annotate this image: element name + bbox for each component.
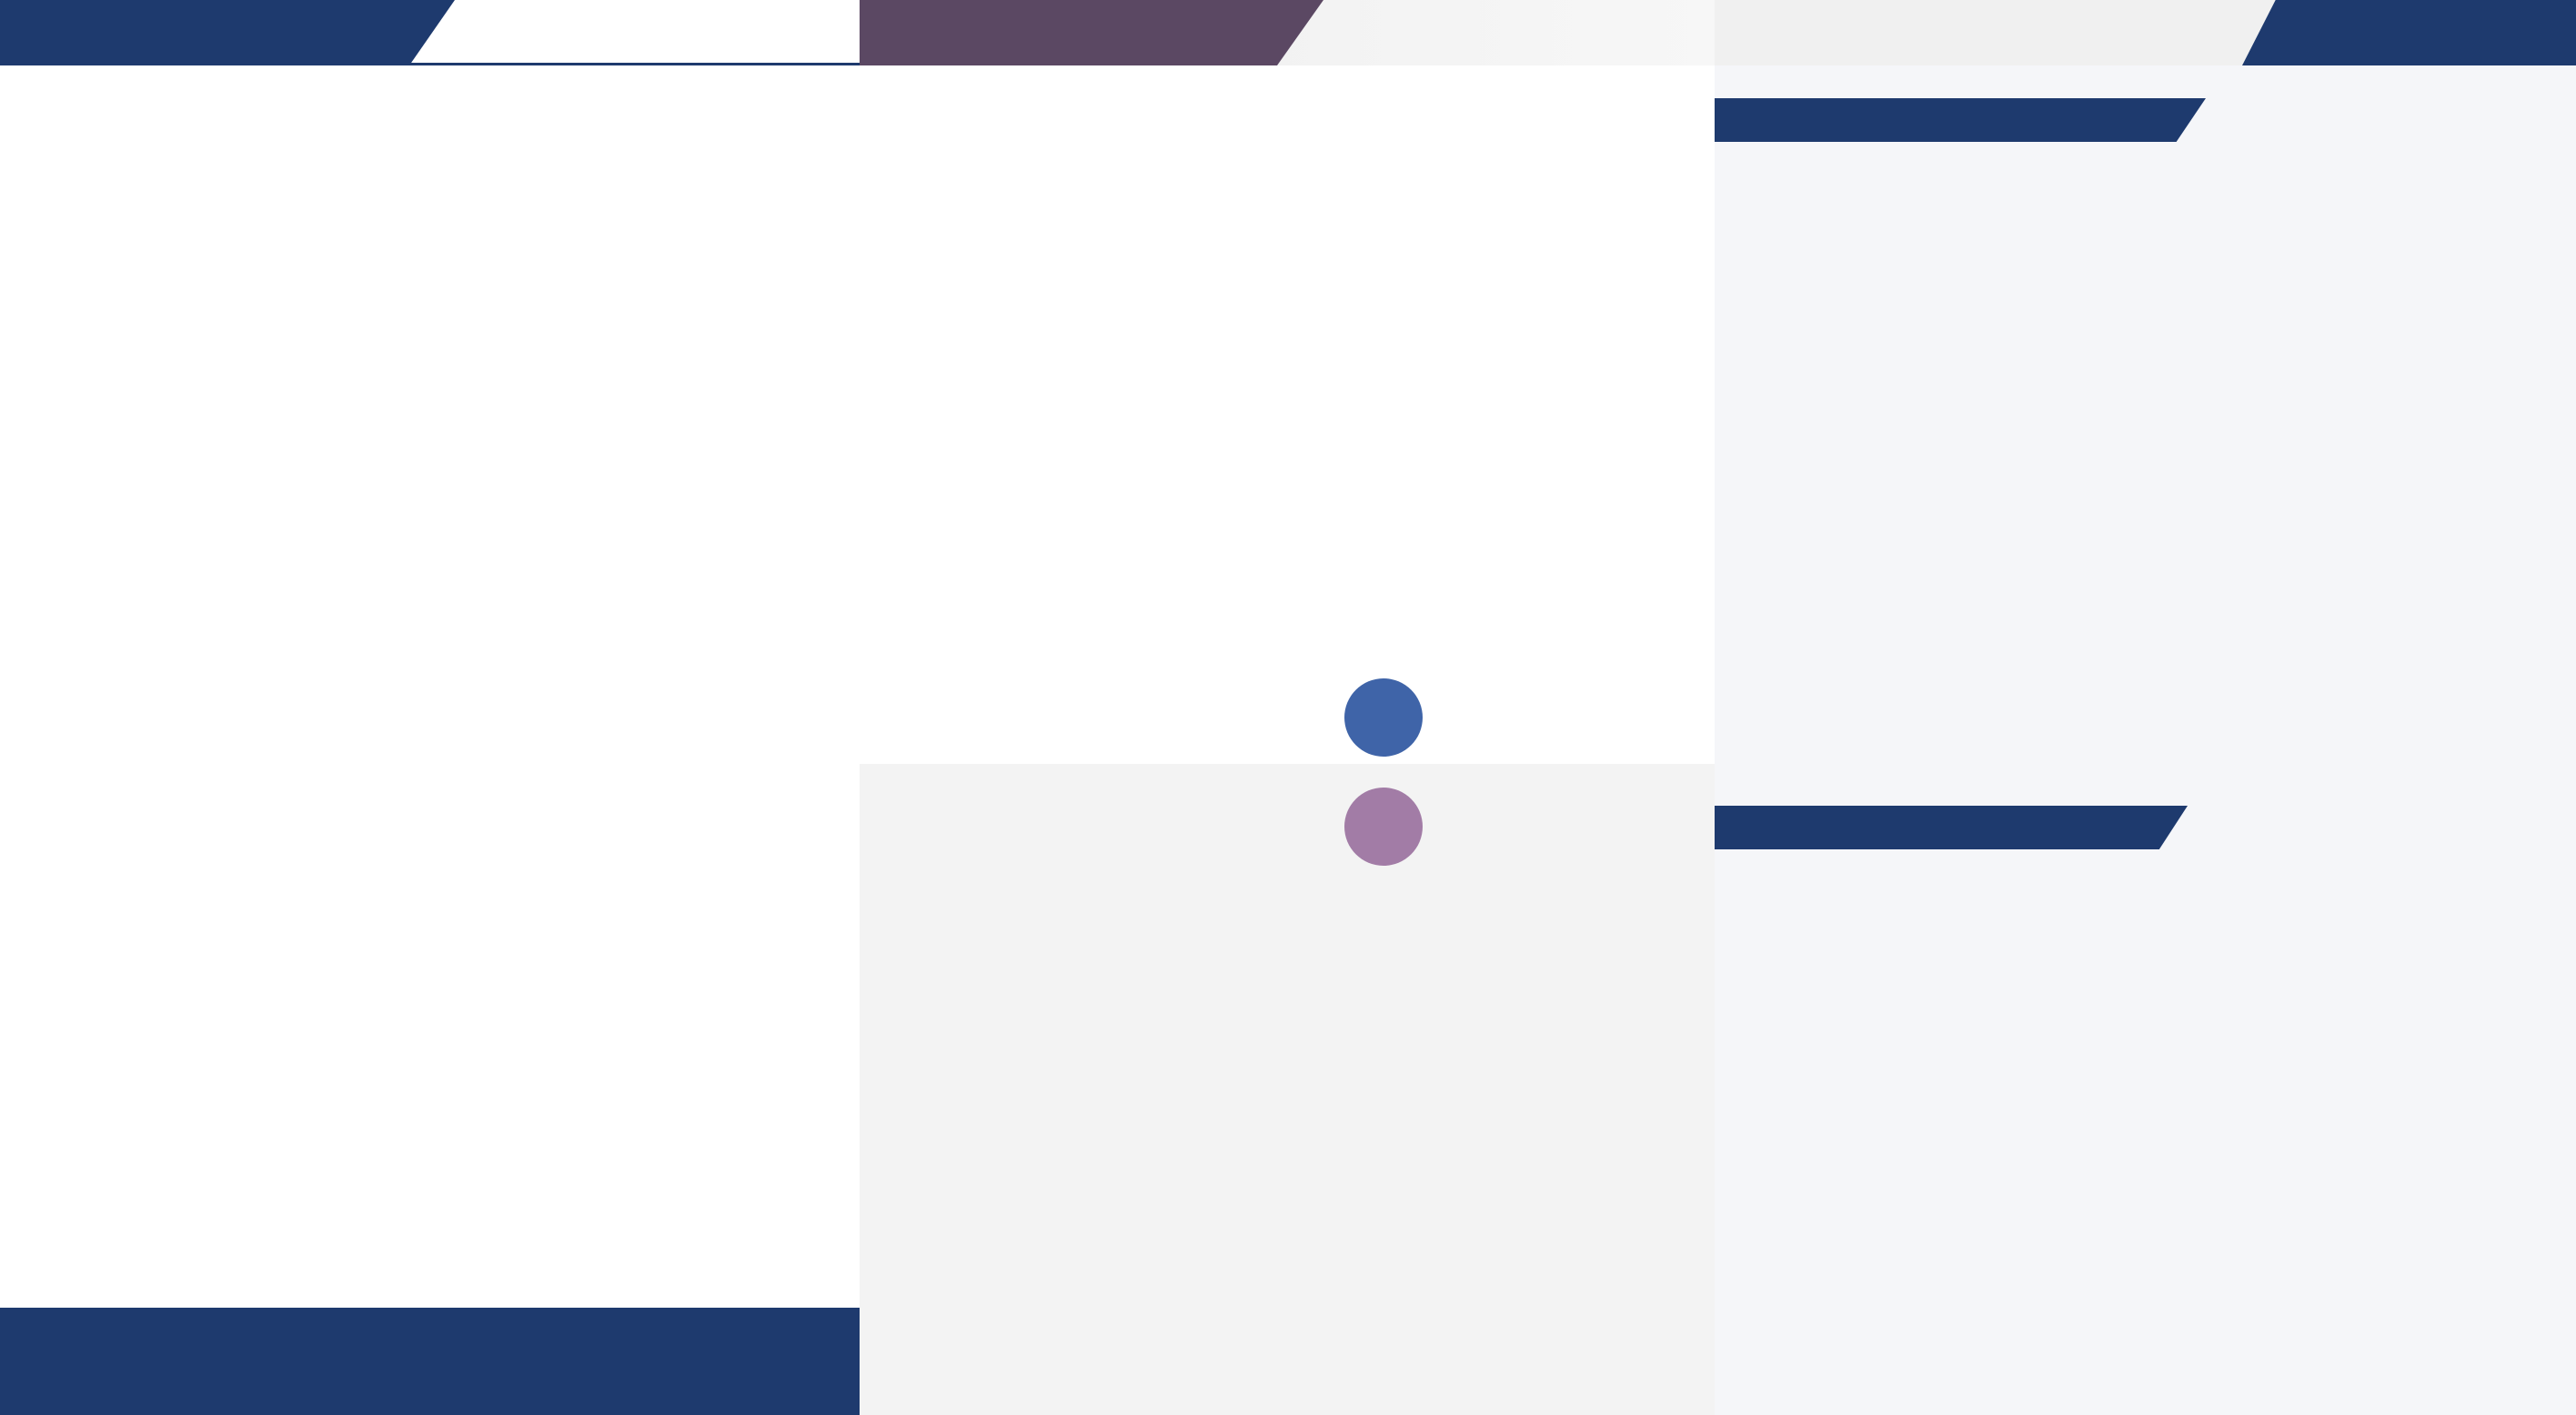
mission-header2-tab xyxy=(1715,806,2188,849)
mission-panel xyxy=(1715,0,2576,1415)
table-title-tab xyxy=(1715,98,2206,142)
dawn-badge xyxy=(1344,678,1423,757)
sunday-header-tab xyxy=(0,0,455,65)
sunday-footer xyxy=(0,1308,860,1415)
mission-header-tab xyxy=(2242,0,2576,65)
other-header-tab xyxy=(860,0,1323,65)
darak-badge xyxy=(1344,788,1423,866)
other-lower-bg xyxy=(860,764,1715,1415)
other-panel xyxy=(860,0,1715,1415)
sunday-panel xyxy=(0,0,860,1415)
